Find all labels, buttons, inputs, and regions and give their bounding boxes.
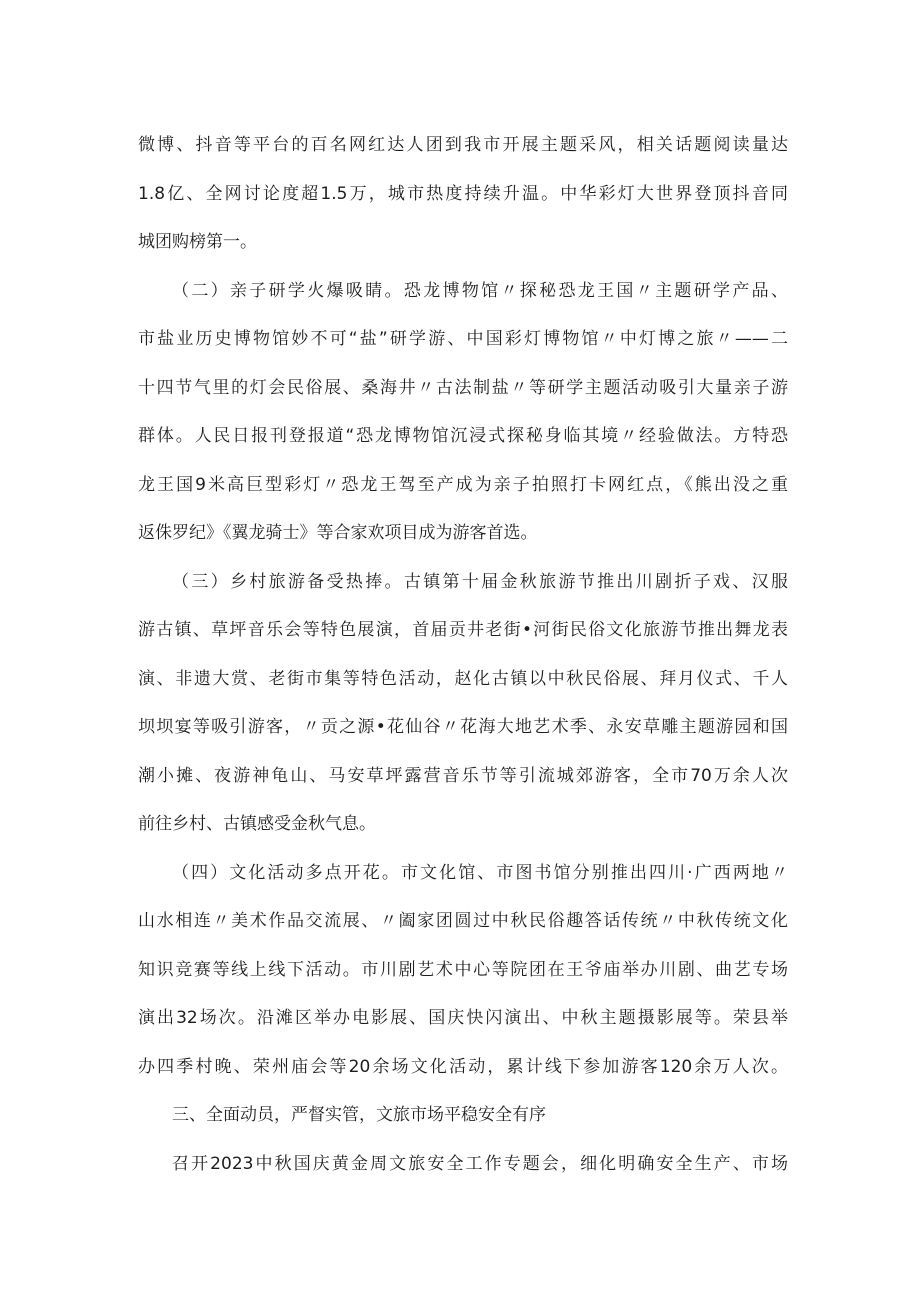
paragraph-line: 坝坝宴等吸引游客，〃贡之源•花仙谷〃花海大地艺术季、永安草雕主题游园和国 (138, 717, 788, 737)
paragraph-line: 召开2023中秋国庆黄金周文旅安全工作专题会，细化明确安全生产、市场 (172, 1153, 788, 1174)
paragraph-line: 市盐业历史博物馆妙不可“盐”研学游、中国彩灯博物馆〃中灯博之旅〃——二 (138, 329, 788, 349)
paragraph-line: 龙王国9米高巨型彩灯〃恐龙王驾至产成为亲子拍照打卡网红点，《熊出没之重 (138, 474, 788, 495)
paragraph-line: 知识竞赛等线上线下活动。市川剧艺术中心等院团在王爷庙举办川剧、曲艺专场 (138, 959, 788, 980)
paragraph-line: 微博、抖音等平台的百名网红达人团到我市开展主题采风，相关话题阅读量达 (138, 135, 788, 155)
paragraph-line: 群体。人民日报刊登报道“恐龙博物馆沉浸式探秘身临其境〃经验做法。方特恐 (138, 426, 788, 446)
paragraph-line: 演、非遗大赏、老街市集等特色活动，赵化古镇以中秋民俗展、拜月仪式、千人 (138, 668, 788, 689)
paragraph-line: 前往乡村、古镇感受金秋气息。 (138, 814, 376, 834)
paragraph-line: 演出32场次。沿滩区举办电影展、国庆快闪演出、中秋主题摄影展等。荣县举 (138, 1008, 788, 1028)
paragraph-line: 返侏罗纪》《翼龙骑士》等合家欢项目成为游客首选。 (138, 523, 538, 543)
paragraph-line: 城团购榜第一。 (138, 232, 257, 252)
chapter-heading: 三、全面动员，严督实管，文旅市场平稳安全有序 (172, 1105, 546, 1125)
paragraph-line: 十四节气里的灯会民俗展、桑海井〃古法制盐〃等研学主题活动吸引大量亲子游 (138, 377, 788, 398)
section-heading-line: （四）文化活动多点开花。市文化馆、市图书馆分别推出四川·广西两地〃 (172, 862, 788, 883)
paragraph-line: 潮小摊、夜游神龟山、马安草坪露营音乐节等引流城郊游客，全市70万余人次 (138, 765, 788, 786)
document-body (138, 121, 788, 1188)
section-heading-line: （三）乡村旅游备受热捧。古镇第十届金秋旅游节推出川剧折子戏、汉服 (172, 571, 788, 592)
paragraph-line: 山水相连〃美术作品交流展、〃阖家团圆过中秋民俗趣答话传统〃中秋传统文化 (138, 911, 788, 931)
section-heading-line: （二）亲子研学火爆吸睛。恐龙博物馆〃探秘恐龙王国〃主题研学产品、 (172, 280, 788, 301)
paragraph-line: 1.8亿、全网讨论度超1.5万，城市热度持续升温。中华彩灯大世界登顶抖音同 (138, 183, 788, 204)
paragraph-line: 游古镇、草坪音乐会等特色展演，首届贡井老街•河街民俗文化旅游节推出舞龙表 (138, 620, 788, 640)
paragraph-line: 办四季村晚、荣州庙会等20余场文化活动，累计线下参加游客120余万人次。 (138, 1056, 788, 1077)
